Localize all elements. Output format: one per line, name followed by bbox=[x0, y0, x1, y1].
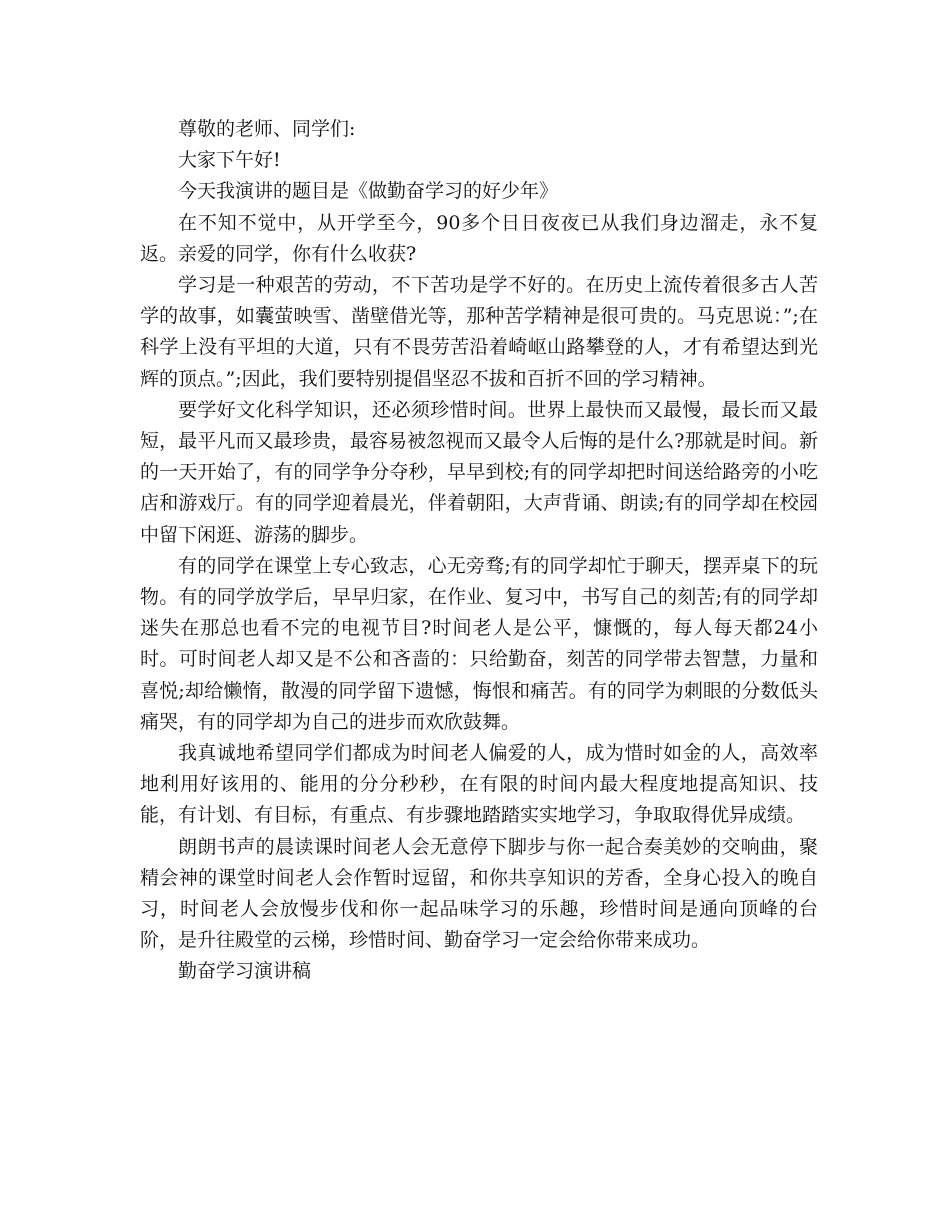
paragraph: 在不知不觉中，从开学至今，90多个日日夜夜已从我们身边溜走，永不复返。亲爱的同学，你有什么收获? bbox=[140, 211, 818, 265]
paragraph: 有的同学在课堂上专心致志，心无旁骛;有的同学却忙于聊天，摆弄桌下的玩物。有的同学放学后，早早归家，在作业、复习中，书写自己的刻苦;有的同学却迷失在那总也看不完的电视节目?时间老人是公平，慷慨的，每人每天都24小时。可时间老人却又是不公和吝啬的：只给勤奋，刻苦的同学带去智慧，力量和喜悦;却给懒惰，散漫的同学留下遗憾，悔恨和痛苦。有的同学为刺眼的分数低头痛哭，有的同学却为自己的进步而欢欣鼓舞。 bbox=[140, 554, 818, 733]
paragraph: 我真诚地希望同学们都成为时间老人偏爱的人，成为惜时如金的人，高效率地利用好该用的、能用的分分秒秒，在有限的时间内最大程度地提高知识、技能，有计划、有目标，有重点、有步骤地踏踏实实地学习，争取取得优异成绩。 bbox=[140, 742, 818, 827]
paragraph: 朗朗书声的晨读课时间老人会无意停下脚步与你一起合奏美妙的交响曲，聚精会神的课堂时间老人会作暂时逗留，和你共享知识的芳香，全身心投入的晚自习，时间老人会放慢步伐和你一起品味学习的乐趣，珍惜时间是通向顶峰的台阶，是升往殿堂的云梯，珍惜时间、勤奋学习一定会给你带来成功。 bbox=[140, 835, 818, 952]
topic-line: 今天我演讲的题目是《做勤奋学习的好少年》 bbox=[178, 180, 559, 203]
greeting-line: 尊敬的老师、同学们: bbox=[178, 118, 356, 140]
salutation-line: 大家下午好! bbox=[178, 149, 281, 172]
paragraph: 学习是一种艰苦的劳动，不下苦功是学不好的。在历史上流传着很多古人苦学的故事，如囊萤映雪、凿壁借光等，那种苦学精神是很可贵的。马克思说：”;在科学上没有平坦的大道，只有不畏劳苦沿着崎岖山路攀登的人，才有希望达到光辉的顶点。”;因此，我们要特别提倡坚忍不拔和百折不回的学习精神。 bbox=[140, 274, 818, 390]
closing-title: 勤奋学习演讲稿 bbox=[178, 960, 312, 983]
paragraph: 要学好文化科学知识，还必须珍惜时间。世界上最快而又最慢，最长而又最短，最平凡而又最珍贵，最容易被忽视而又最令人后悔的是什么?那就是时间。新的一天开始了，有的同学争分夺秒，早早到校;有的同学却把时间送给路旁的小吃店和游戏厅。有的同学迎着晨光，伴着朝阳，大声背诵、朗读;有的同学却在校园中留下闲逛、游荡的脚步。 bbox=[140, 398, 818, 546]
document-body bbox=[140, 114, 818, 988]
